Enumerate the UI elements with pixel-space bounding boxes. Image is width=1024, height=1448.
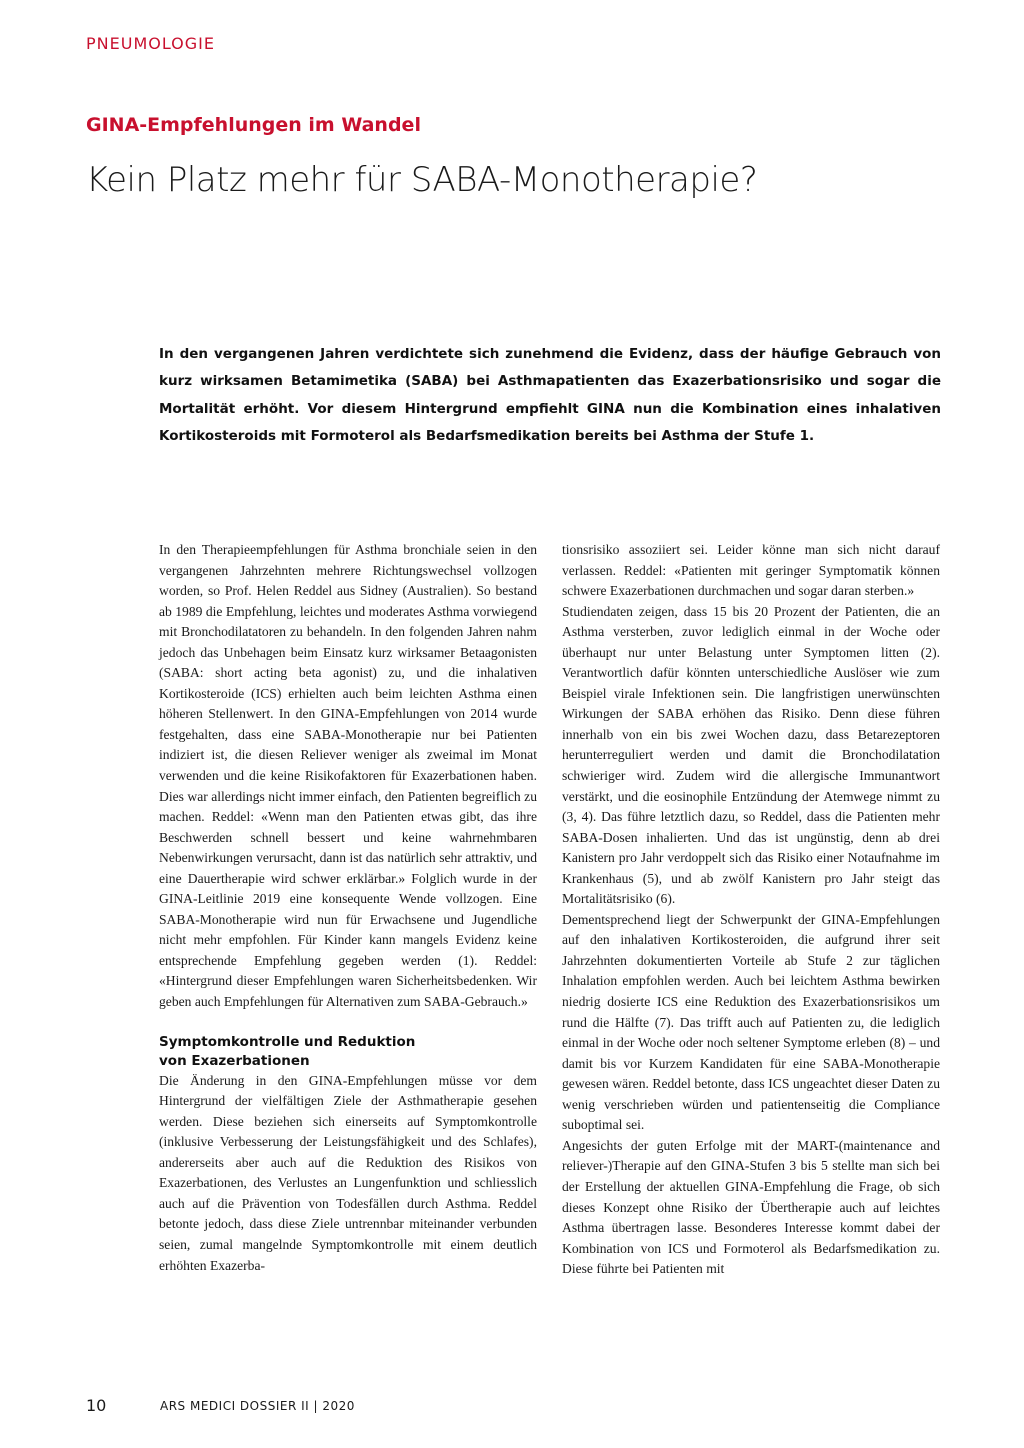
- article-kicker: GINA-Empfehlungen im Wandel: [86, 114, 421, 136]
- article-title: Kein Platz mehr für SABA-Monotherapie?: [86, 160, 758, 200]
- paragraph: Die Änderung in den GINA-Empfehlungen müsse vor dem Hintergrund der vielfältigen Ziele der Asthmatherapie gesehen werden. Diese beziehen sich einerseits auf Symptomkontrolle (inklusive Verbesserung der Leistungsfähigkeit und des Schlafes), andererseits aber auch auf die Reduktion des Risikos von Exazerbationen, des Verlustes an Lungenfunktion und schliesslich auch auf die Prävention von Todesfällen durch Asthma. Reddel betonte jedoch, dass diese Ziele untrennbar miteinander verbunden seien, zumal mangelnde Symptomkontrolle mit einem deutlich erhöhten Exazerba-: [159, 1072, 537, 1273]
- article-lead: In den vergangenen Jahren verdichtete sich zunehmend die Evidenz, dass der häufige Gebrauch von kurz wirksamen Betamimetika (SABA) bei Asthmapatienten das Exazerbationsrisiko und sogar die Mortalität erhöht. Vor diesem Hintergrund empfiehlt GINA nun die Kombination eines inhalativen Kortikosteroids mit Formoterol als Bedarfsmedikation bereits bei Asthma der Stufe 1.: [159, 346, 941, 445]
- paragraph: Angesichts der guten Erfolge mit der MART-(maintenance and reliever-)Therapie auf den GINA-Stufen 3 bis 5 stellte man sich bei der Erstellung der aktuellen GINA-Empfehlung die Frage, ob sich dieses Konzept ohne Risiko der Übertherapie auch auf leichtes Asthma übertragen lasse. Besonderes Interesse kommt dabei der Kombination von ICS und Formoterol als Bedarfsmedikation zu. Diese führte bei Patienten mit: [562, 1137, 940, 1277]
- paragraph: tionsrisiko assoziiert sei. Leider könne man sich nicht darauf verlassen. Reddel: «Patienten mit geringer Symptomatik können schwere Exazerbationen durchmachen und sogar daran sterben.»: [562, 542, 940, 599]
- paragraph: Dementsprechend liegt der Schwerpunkt der GINA-Empfehlungen auf den inhalativen Kortikosteroiden, die aufgrund ihrer seit Jahrzehnten dokumentierten Vorteile ab Stufe 2 zur täglichen Inhalation empfohlen werden. Auch bei leichtem Asthma bewirken niedrig dosierte ICS eine Reduktion des Exazerbationsrisikos um rund die Hälfte (7). Das trifft auch auf Patienten zu, die lediglich einmal in der Woche oder noch seltener Symptome erleben (8) – und damit bis vor Kurzem Kandidaten für eine SABA-Monotherapie gewesen wären. Reddel betonte, dass ICS ungeachtet dieser Daten zu wenig verschrieben würden und patientenseitig die Compliance suboptimal sei.: [562, 911, 940, 1133]
- paragraph: In den Therapieempfehlungen für Asthma bronchiale seien in den vergangenen Jahrzehnten mehrere Richtungswechsel vollzogen worden, so Prof. Helen Reddel aus Sidney (Australien). So bestand ab 1989 die Empfehlung, leichtes und moderates Asthma vorwiegend mit Bronchodilatatoren zu behandeln. In den folgenden Jahren nahm jedoch das Unbehagen beim Einsatz kurz wirksamer Betaagonisten (SABA: short acting beta agonist) zu, und die inhalativen Kortikosteroide (ICS) erhielten auch beim leichten Asthma einen höheren Stellenwert. In den GINA-Empfehlungen von 2014 wurde festgehalten, dass eine SABA-Monotherapie nur bei Patienten indiziert ist, die diesen Reliever weniger als zweimal im Monat verwenden und die keine Risikofaktoren für Exazerbationen haben. Dies war allerdings nicht immer einfach, den Patienten begreiflich zu machen. Reddel: «Wenn man den Patienten etwas gibt, das ihre Beschwerden schnell bessert und keine wahrnehmbaren Nebenwirkungen verursacht, dann ist das natürlich sehr attraktiv, und eine Dauertherapie wird schwer erklärbar.» Folglich wurde in der GINA-Leitlinie 2019 eine konsequente Wende vollzogen. Eine SABA-Monotherapie wird nun für Erwachsene und Jugendliche nicht mehr empfohlen. Für Kinder kann mangels Evidenz keine entsprechende Empfehlung gegeben werden (1). Reddel: «Hintergrund dieser Empfehlungen waren Sicherheitsbedenken. Wir geben auch Empfehlungen für Alternativen zum SABA-Gebrauch.»: [159, 542, 537, 1010]
- section-label: PNEUMOLOGIE: [86, 34, 215, 53]
- page-number: 10: [86, 1396, 107, 1415]
- body-column-left: [159, 540, 537, 1276]
- subheading: [159, 1033, 537, 1071]
- body-column-right: [562, 540, 940, 1280]
- subheading-line: von Exazerbationen: [159, 1052, 310, 1069]
- paragraph: Studiendaten zeigen, dass 15 bis 20 Prozent der Patienten, die an Asthma versterben, zuvor lediglich einmal in der Woche oder überhaupt nur unter Belastung unter Symptomen litten (2). Verantwortlich dafür könnten unterschiedliche Auslöser wie zum Beispiel virale Infektionen sein. Die langfristigen unerwünschten Wirkungen der SABA erhöhen das Risiko. Denn diese führen innerhalb von ein bis zwei Wochen dazu, dass Betarezeptoren herunterreguliert werden und damit die Bronchodilatation schwieriger wird. Zudem wird die allergische Immunantwort verstärkt, und die eosinophile Entzündung der Atemwege nimmt zu (3, 4). Das führe letztlich dazu, so Reddel, dass die Patienten mehr SABA-Dosen inhalierten. Und das ist ungünstig, denn ab drei Kanistern pro Jahr verdoppelt sich das Risiko einer Notaufnahme im Krankenhaus (5), und ab zwölf Kanistern pro Jahr steigt das Mortalitätsrisiko (6).: [562, 603, 940, 907]
- subheading-line: Symptomkontrolle und Reduktion: [159, 1033, 416, 1050]
- journal-name: ARS MEDICI DOSSIER II | 2020: [160, 1399, 355, 1413]
